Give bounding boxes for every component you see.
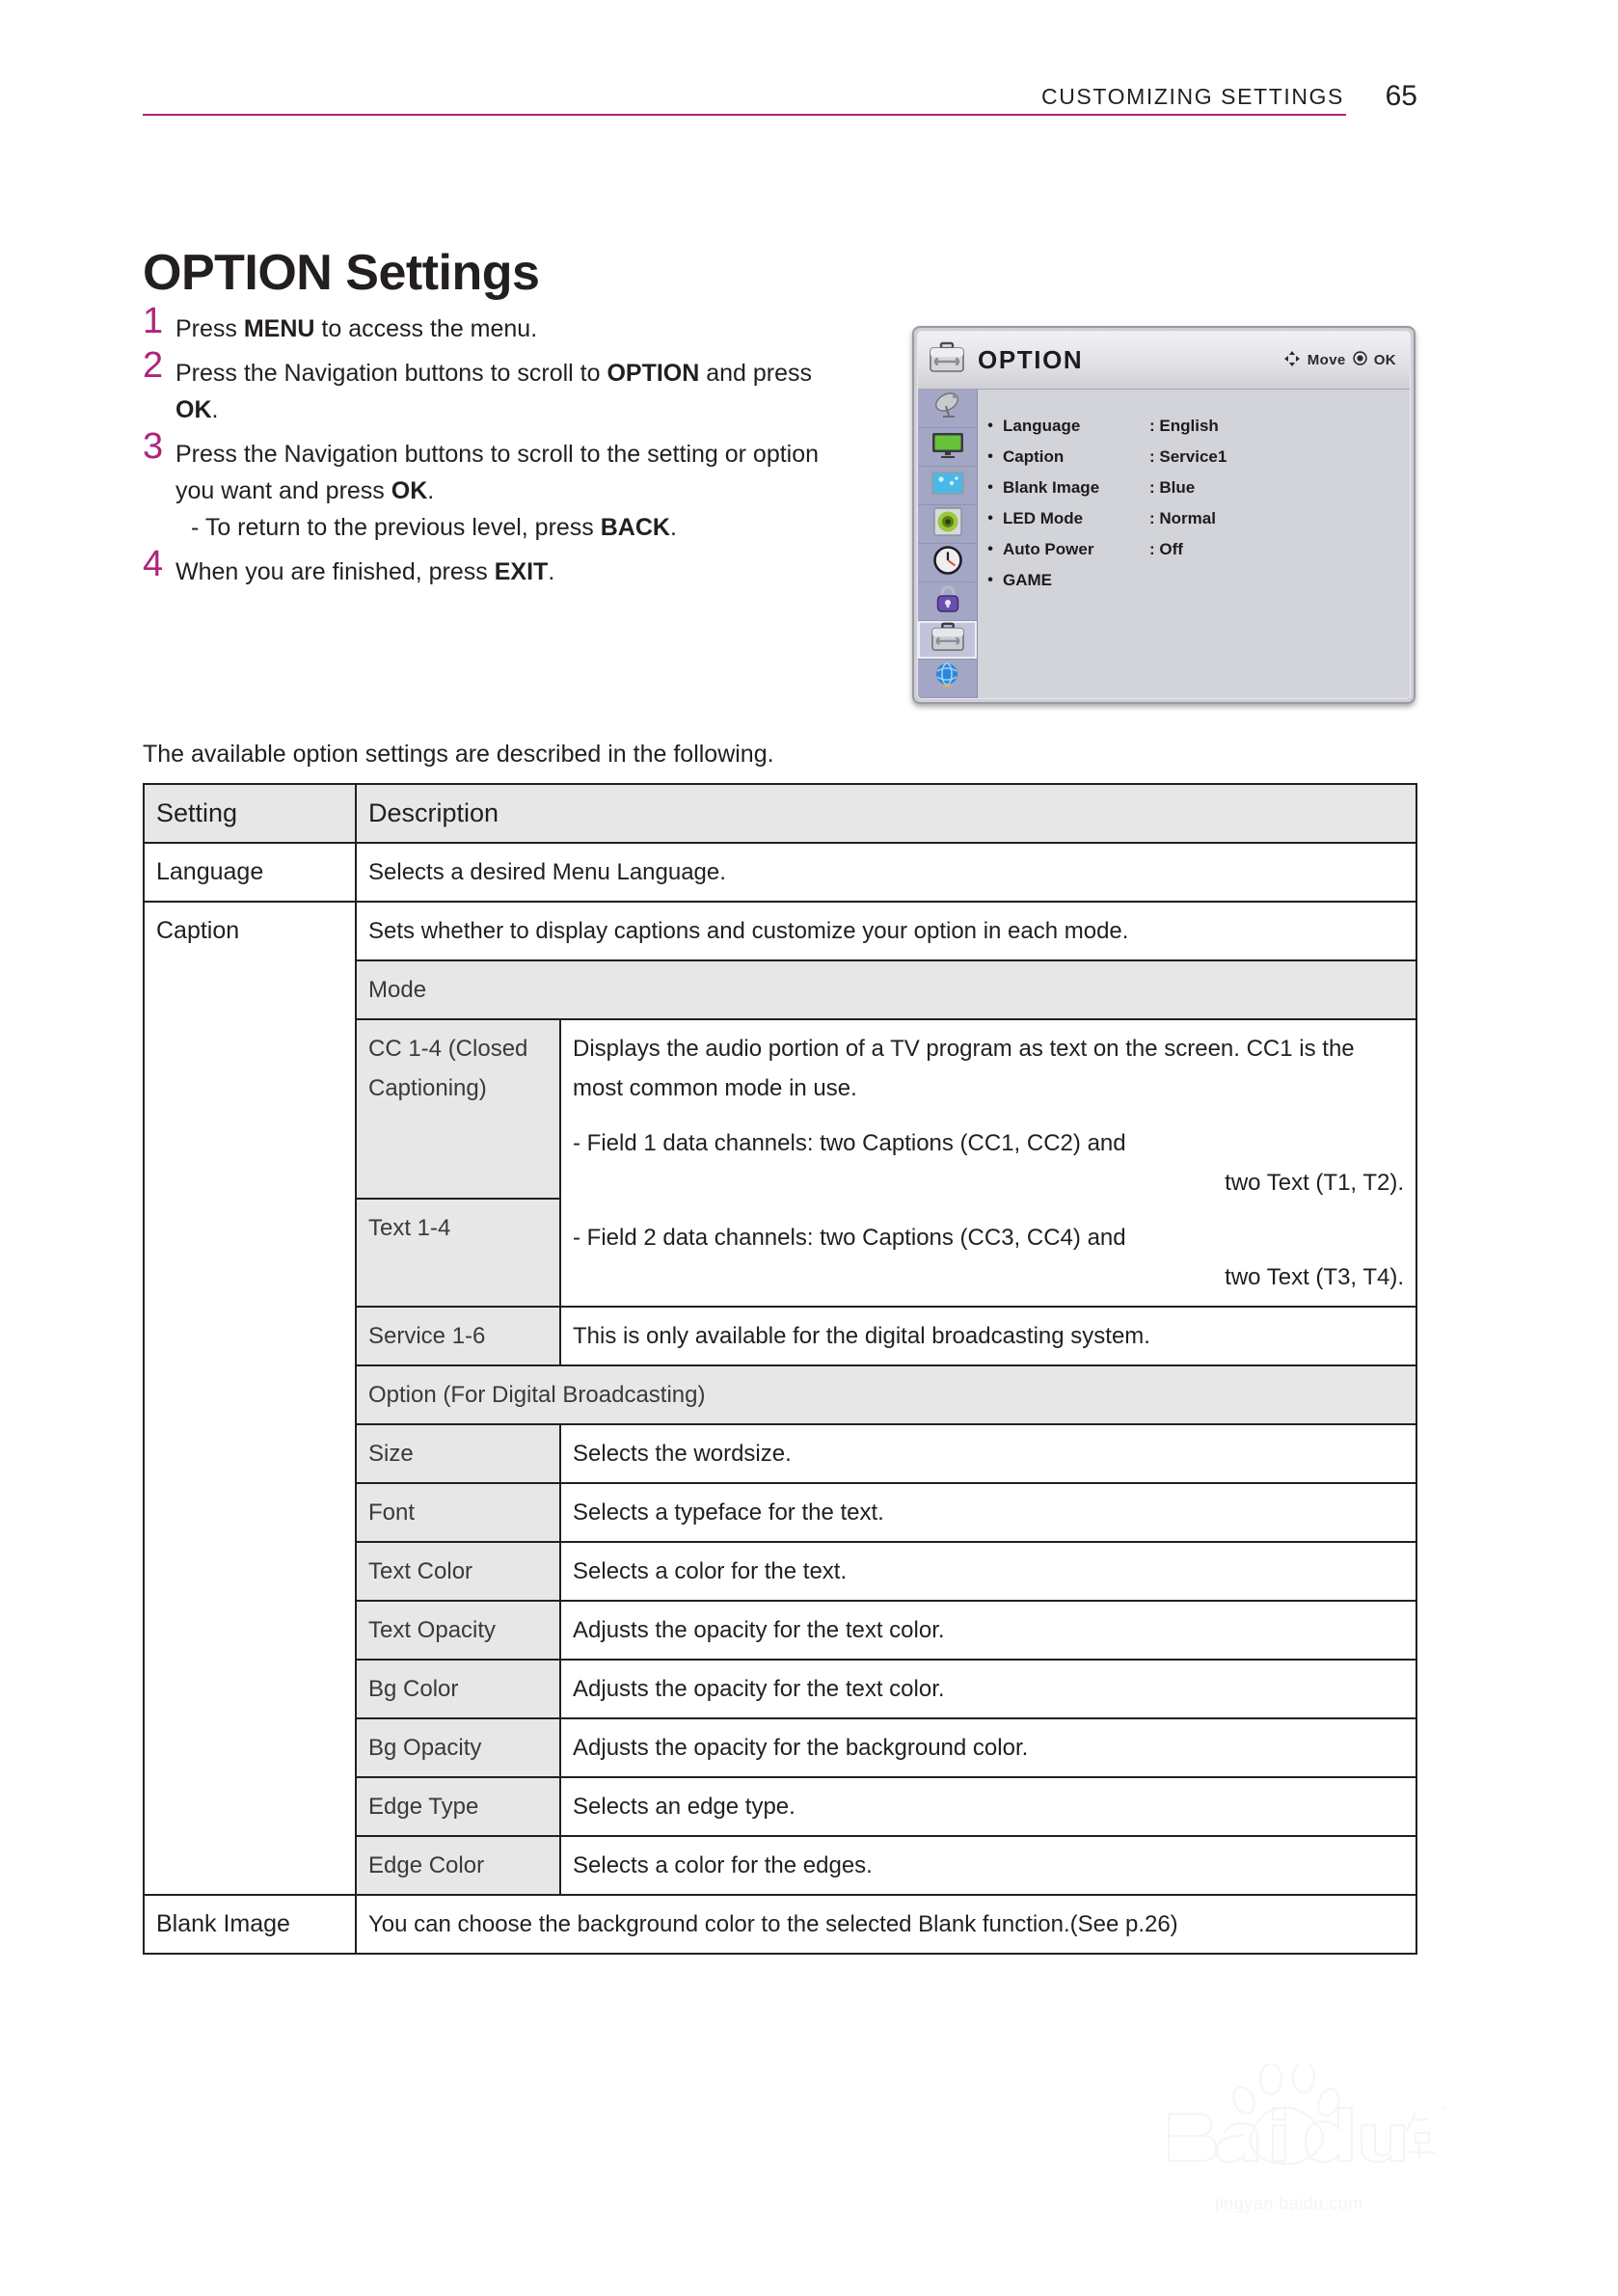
globe-network-icon: [932, 662, 963, 695]
setting-language: Language: [144, 843, 356, 902]
step-item: [143, 544, 856, 590]
bullet-icon: •: [987, 541, 993, 557]
desc-bg-color: Adjusts the opacity for the text color.: [560, 1660, 1416, 1718]
osd-item[interactable]: [978, 473, 1410, 503]
page-title: OPTION Settings: [143, 244, 540, 301]
osd-sidebar-item-channel[interactable]: [918, 390, 977, 428]
sublabel-edge-color: Edge Color: [356, 1836, 560, 1895]
bullet-icon: •: [987, 510, 993, 527]
option-settings-table: [143, 783, 1417, 1955]
sublabel-service-1-6: Service 1-6: [356, 1307, 560, 1365]
osd-item-label: GAME: [1003, 571, 1052, 589]
step-number: 2: [143, 345, 164, 386]
desc-cc-1-4: [560, 1019, 1416, 1307]
bullet-icon: •: [987, 448, 993, 465]
osd-item-label: Caption: [1003, 447, 1065, 466]
sublabel-text-1-4: Text 1-4: [356, 1199, 560, 1307]
osd-menu-screenshot: [912, 326, 1416, 704]
setting-blank-image: Blank Image: [144, 1895, 356, 1954]
sublabel-bg-color: Bg Color: [356, 1660, 560, 1718]
baidu-logo-icon: [1130, 2064, 1448, 2187]
page-header: [143, 68, 1417, 116]
osd-hint-bar: [1283, 350, 1396, 371]
step-item: [143, 301, 856, 347]
sublabel-text-color: Text Color: [356, 1542, 560, 1601]
sublabel-edge-type: Edge Type: [356, 1777, 560, 1836]
desc-font: Selects a typeface for the text.: [560, 1483, 1416, 1542]
osd-item[interactable]: [978, 503, 1410, 534]
desc-cc-line-1: Displays the audio portion of a TV program as text on the screen. CC1 is the most common mode in use.: [573, 1036, 1355, 1101]
sublabel-cc-1-4: CC 1-4 (Closed Captioning): [356, 1019, 560, 1199]
desc-edge-type: Selects an edge type.: [560, 1777, 1416, 1836]
osd-item-value: : Off: [1149, 540, 1183, 558]
setting-caption: Caption: [144, 902, 356, 1895]
osd-item-label: Blank Image: [1003, 478, 1100, 497]
osd-sidebar-item-lock[interactable]: [918, 582, 977, 621]
bullet-icon: •: [987, 479, 993, 496]
step-text: Press MENU to access the menu.: [175, 315, 538, 342]
table-row: [144, 902, 1416, 960]
osd-sidebar-item-network[interactable]: [918, 660, 977, 698]
osd-title: OPTION: [978, 345, 1084, 374]
clock-icon: [932, 545, 963, 581]
desc-edge-color: Selects a color for the edges.: [560, 1836, 1416, 1895]
desc-cc-field1-a: - Field 1 data channels: two Captions (CC1, CC2) and: [573, 1130, 1126, 1156]
osd-sidebar: [918, 390, 978, 698]
table-row: [144, 843, 1416, 902]
osd-item[interactable]: [978, 411, 1410, 442]
sublabel-bg-opacity: Bg Opacity: [356, 1718, 560, 1777]
step-item: [143, 426, 856, 546]
desc-cc-field2-a: - Field 2 data channels: two Captions (CC3, CC4) and: [573, 1225, 1126, 1251]
osd-item-label: Auto Power: [1003, 540, 1094, 558]
picture-icon: [930, 471, 965, 500]
table-row: [144, 1895, 1416, 1954]
step-text: Press the Navigation buttons to scroll to OPTION and press OK.: [175, 360, 813, 423]
osd-item-value: : Normal: [1149, 509, 1216, 527]
osd-sidebar-item-picture[interactable]: [918, 428, 977, 467]
table-intro-text: The available option settings are described in the following.: [143, 741, 774, 768]
osd-item[interactable]: [978, 442, 1410, 473]
osd-item-value: : Service1: [1149, 447, 1227, 466]
osd-title-bar: [918, 332, 1410, 390]
dpad-move-icon: [1283, 350, 1301, 371]
bullet-icon: •: [987, 418, 993, 434]
osd-sidebar-item-time[interactable]: [918, 544, 977, 582]
desc-service-1-6: This is only available for the digital broadcasting system.: [560, 1307, 1416, 1365]
desc-caption: Sets whether to display captions and customize your option in each mode.: [356, 902, 1416, 960]
watermark-url: jingyan.baidu.com: [1215, 2194, 1363, 2213]
osd-sidebar-item-option[interactable]: [918, 621, 977, 660]
desc-language: Selects a desired Menu Language.: [356, 843, 1416, 902]
desc-cc-field2-b: two Text (T3, T4).: [1225, 1264, 1404, 1290]
briefcase-icon: [928, 341, 966, 379]
page-number: 65: [1385, 80, 1417, 112]
sublabel-text-opacity: Text Opacity: [356, 1601, 560, 1660]
desc-cc-field1-b: two Text (T1, T2).: [1225, 1170, 1404, 1196]
tv-screen-icon: [930, 431, 965, 463]
lock-icon: [934, 583, 961, 619]
column-header-setting: Setting: [144, 784, 356, 843]
step-text: Press the Navigation buttons to scroll to the setting or option you want and press OK. - To return to the previous level, press BACK.: [175, 434, 856, 546]
step-number: 1: [143, 301, 164, 341]
step-number: 3: [143, 426, 164, 467]
table-header-row: [144, 784, 1416, 843]
satellite-dish-icon: [931, 392, 964, 425]
step-substep-text: - To return to the previous level, press BACK.: [191, 514, 677, 541]
column-header-description: Description: [356, 784, 1416, 843]
bullet-icon: •: [987, 572, 993, 588]
instruction-steps: [143, 301, 856, 596]
osd-item[interactable]: [978, 565, 1410, 596]
osd-item[interactable]: [978, 534, 1410, 565]
desc-text-color: Selects a color for the text.: [560, 1542, 1416, 1601]
subheader-mode: Mode: [356, 960, 1416, 1019]
speaker-icon: [932, 506, 963, 542]
osd-item-value: : Blue: [1149, 478, 1196, 497]
subheader-option: Option (For Digital Broadcasting): [356, 1365, 1416, 1424]
desc-size: Selects the wordsize.: [560, 1424, 1416, 1483]
osd-item-value: : English: [1149, 417, 1219, 435]
baidu-watermark: [1130, 2064, 1448, 2256]
page-header-title: CUSTOMIZING SETTINGS: [1041, 84, 1344, 109]
briefcase-icon: [930, 622, 966, 658]
osd-item-label: Language: [1003, 417, 1081, 435]
sublabel-font: Font: [356, 1483, 560, 1542]
osd-sidebar-item-audio[interactable]: [918, 505, 977, 544]
osd-hint-label-move: Move: [1307, 352, 1346, 368]
desc-bg-opacity: Adjusts the opacity for the background color.: [560, 1718, 1416, 1777]
desc-blank-image: You can choose the background color to the selected Blank function.(See p.26): [356, 1895, 1416, 1954]
sublabel-size: Size: [356, 1424, 560, 1483]
osd-hint-label-ok: OK: [1373, 352, 1396, 368]
desc-text-opacity: Adjusts the opacity for the text color.: [560, 1601, 1416, 1660]
ok-circle-icon: [1353, 351, 1367, 369]
osd-sidebar-item-screen[interactable]: [918, 467, 977, 505]
step-item: [143, 345, 856, 428]
step-text: When you are finished, press EXIT.: [175, 558, 555, 585]
step-number: 4: [143, 544, 164, 584]
osd-item-list: [978, 390, 1410, 698]
osd-item-label: LED Mode: [1003, 509, 1084, 527]
